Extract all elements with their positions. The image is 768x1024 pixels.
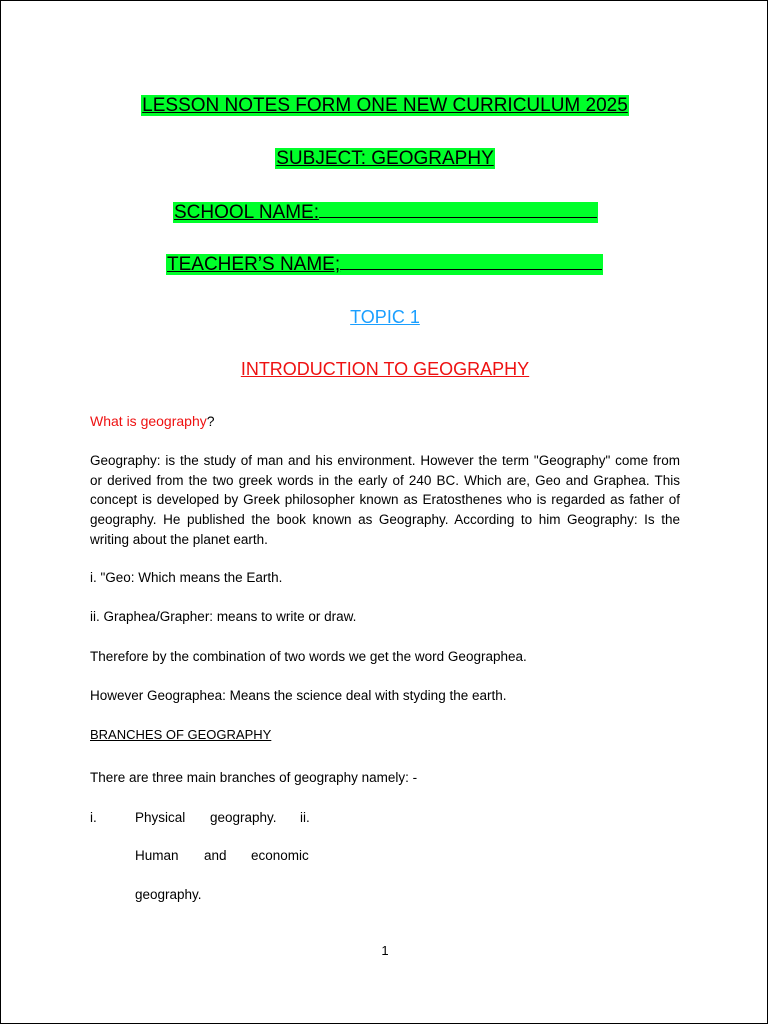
branch-list-marker-ii: ii. [300, 810, 310, 825]
question-mark: ? [206, 413, 215, 429]
topic-number: TOPIC 1 [350, 307, 420, 327]
branch-list-marker-i: i. [90, 810, 97, 825]
question-line [90, 413, 215, 429]
point-graphea: ii. Graphea/Grapher: means to write or draw. [90, 609, 357, 624]
branch-geography-word: geography. [210, 810, 277, 825]
school-name-line [173, 200, 598, 224]
subject-line [1, 147, 768, 170]
school-name-label: SCHOOL NAME: [174, 202, 319, 223]
point-science: However Geographea: Means the science deal with styding the earth. [90, 688, 507, 703]
branches-intro: There are three main branches of geography namely: - [90, 770, 418, 785]
question-text: What is geography [90, 413, 207, 429]
subject-title: SUBJECT: GEOGRAPHY [276, 148, 494, 169]
branch-economic-word: economic [251, 848, 309, 863]
page-number: 1 [381, 943, 389, 958]
definition-paragraph: Geography: is the study of man and his environment. However the term "Geography" come from or derived from the two greek words in the early of 240 BC. Which are, Geo and Graphea. This concept is developed by Greek philosopher known as Eratosthenes who is regarded as father of geography. He published the book known as Geography. According to him Geography: Is the writing about the planet earth. [90, 453, 680, 547]
title-line [1, 94, 768, 117]
school-name-blank[interactable] [319, 200, 597, 218]
branch-and-word: and [204, 848, 227, 863]
branch-human-word: Human [135, 848, 179, 863]
topic-title: INTRODUCTION TO GEOGRAPHY [240, 359, 530, 379]
point-combination: Therefore by the combination of two words we get the word Geographea. [90, 649, 527, 664]
branches-heading: BRANCHES OF GEOGRAPHY [90, 727, 272, 742]
document-title: LESSON NOTES FORM ONE NEW CURRICULUM 2025 [142, 95, 628, 116]
branch-geography-word-2: geography. [135, 887, 202, 902]
branch-physical-word: Physical [135, 810, 186, 825]
teacher-name-line [166, 252, 603, 276]
teacher-name-blank[interactable] [340, 252, 602, 270]
point-geo: i. "Geo: Which means the Earth. [90, 570, 283, 585]
teacher-name-label: TEACHER’S NAME; [167, 254, 341, 275]
